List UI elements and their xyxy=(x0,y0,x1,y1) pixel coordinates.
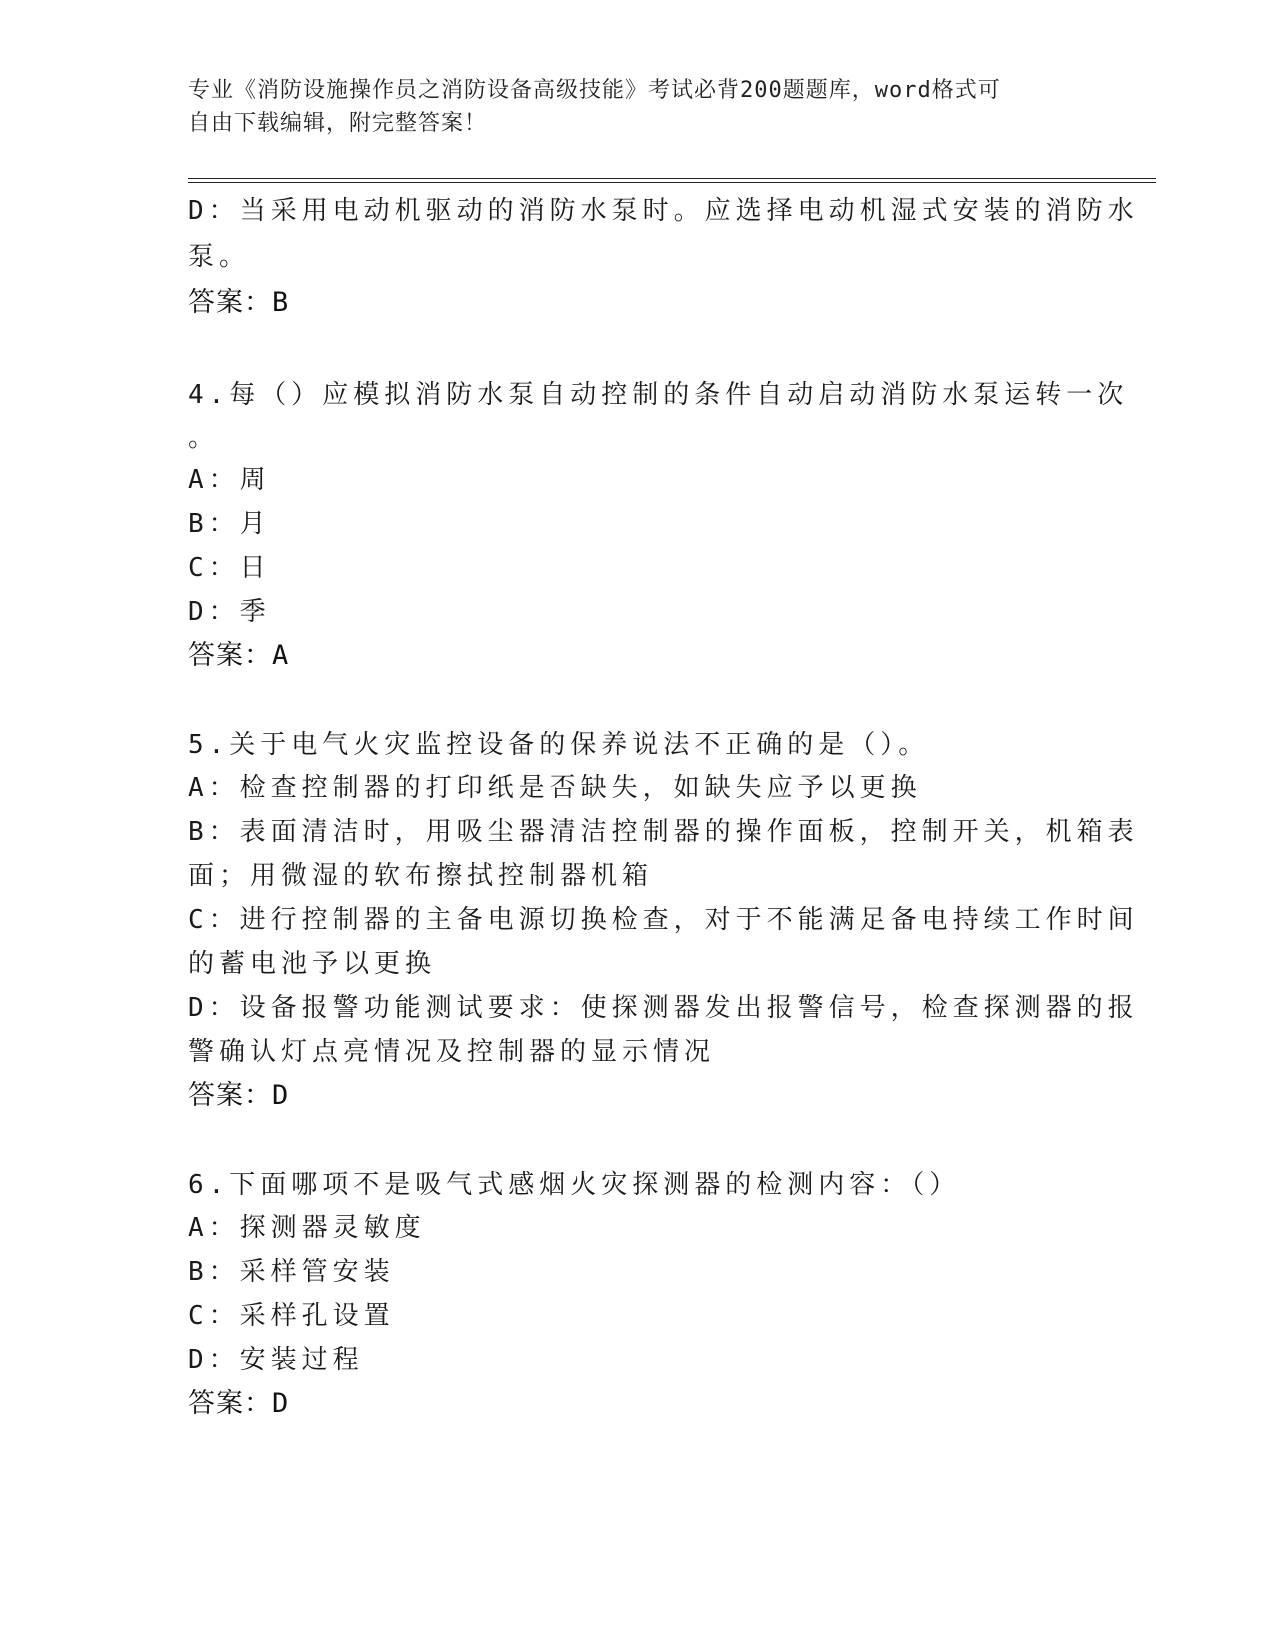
q6-option-d: D：安装过程 xyxy=(188,1345,364,1375)
q4-option-b: B：月 xyxy=(188,509,271,539)
spacer xyxy=(188,1118,1068,1164)
q5-stem: 5.关于电气火灾监控设备的保养说法不正确的是（）。 xyxy=(188,730,930,760)
q5-option-b-line-1: B：表面清洁时，用吸尘器清洁控制器的操作面板，控制开关，机箱表 xyxy=(188,817,1139,847)
spacer xyxy=(188,326,1068,372)
q4-option-a: A：周 xyxy=(188,465,271,495)
q6-stem: 6.下面哪项不是吸气式感烟火灾探测器的检测内容：（） xyxy=(188,1170,961,1200)
q6-option-c: C：采样孔设置 xyxy=(188,1301,395,1331)
header-divider-top xyxy=(188,178,1156,179)
q6-option-b: B：采样管安装 xyxy=(188,1257,395,1287)
question-content xyxy=(188,188,1139,1426)
q4-stem-line-2: 。 xyxy=(188,423,220,453)
q3-answer: 答案：B xyxy=(188,287,290,318)
spacer xyxy=(188,678,1068,724)
q3-option-d-line-2: 泵。 xyxy=(188,242,251,272)
q6-answer: 答案：D xyxy=(188,1388,290,1419)
question-3-tail xyxy=(188,188,1139,326)
header-divider-bottom xyxy=(188,182,1156,183)
q5-option-c-line-1: C：进行控制器的主备电源切换检查，对于不能满足备电持续工作时间 xyxy=(188,905,1139,935)
q5-option-d-line-1: D：设备报警功能测试要求：使探测器发出报警信号，检查探测器的报 xyxy=(188,993,1139,1023)
q3-option-d-line-1: D：当采用电动机驱动的消防水泵时。应选择电动机湿式安装的消防水 xyxy=(188,196,1139,226)
q5-option-b-line-2: 面；用微湿的软布擦拭控制器机箱 xyxy=(188,861,654,891)
header-line-1: 专业《消防设施操作员之消防设备高级技能》考试必背200题题库，word格式可 xyxy=(188,78,1001,103)
question-5 xyxy=(188,724,1139,1118)
header-line-2: 自由下载编辑，附完整答案！ xyxy=(188,111,488,136)
q5-option-a: A：检查控制器的打印纸是否缺失，如缺失应予以更换 xyxy=(188,773,922,803)
document-header xyxy=(188,74,1088,140)
question-6 xyxy=(188,1164,1068,1426)
q5-option-c-line-2: 的蓄电池予以更换 xyxy=(188,949,437,979)
q4-stem-line-1: 4.每（）应模拟消防水泵自动控制的条件自动启动消防水泵运转一次 xyxy=(188,380,1129,410)
q4-answer: 答案：A xyxy=(188,640,290,671)
q4-option-c: C：日 xyxy=(188,553,271,583)
q5-answer: 答案：D xyxy=(188,1080,290,1111)
q5-option-d-line-2: 警确认灯点亮情况及控制器的显示情况 xyxy=(188,1037,716,1067)
q4-option-d: D：季 xyxy=(188,597,271,627)
q6-option-a: A：探测器灵敏度 xyxy=(188,1213,426,1243)
question-4 xyxy=(188,372,1129,678)
